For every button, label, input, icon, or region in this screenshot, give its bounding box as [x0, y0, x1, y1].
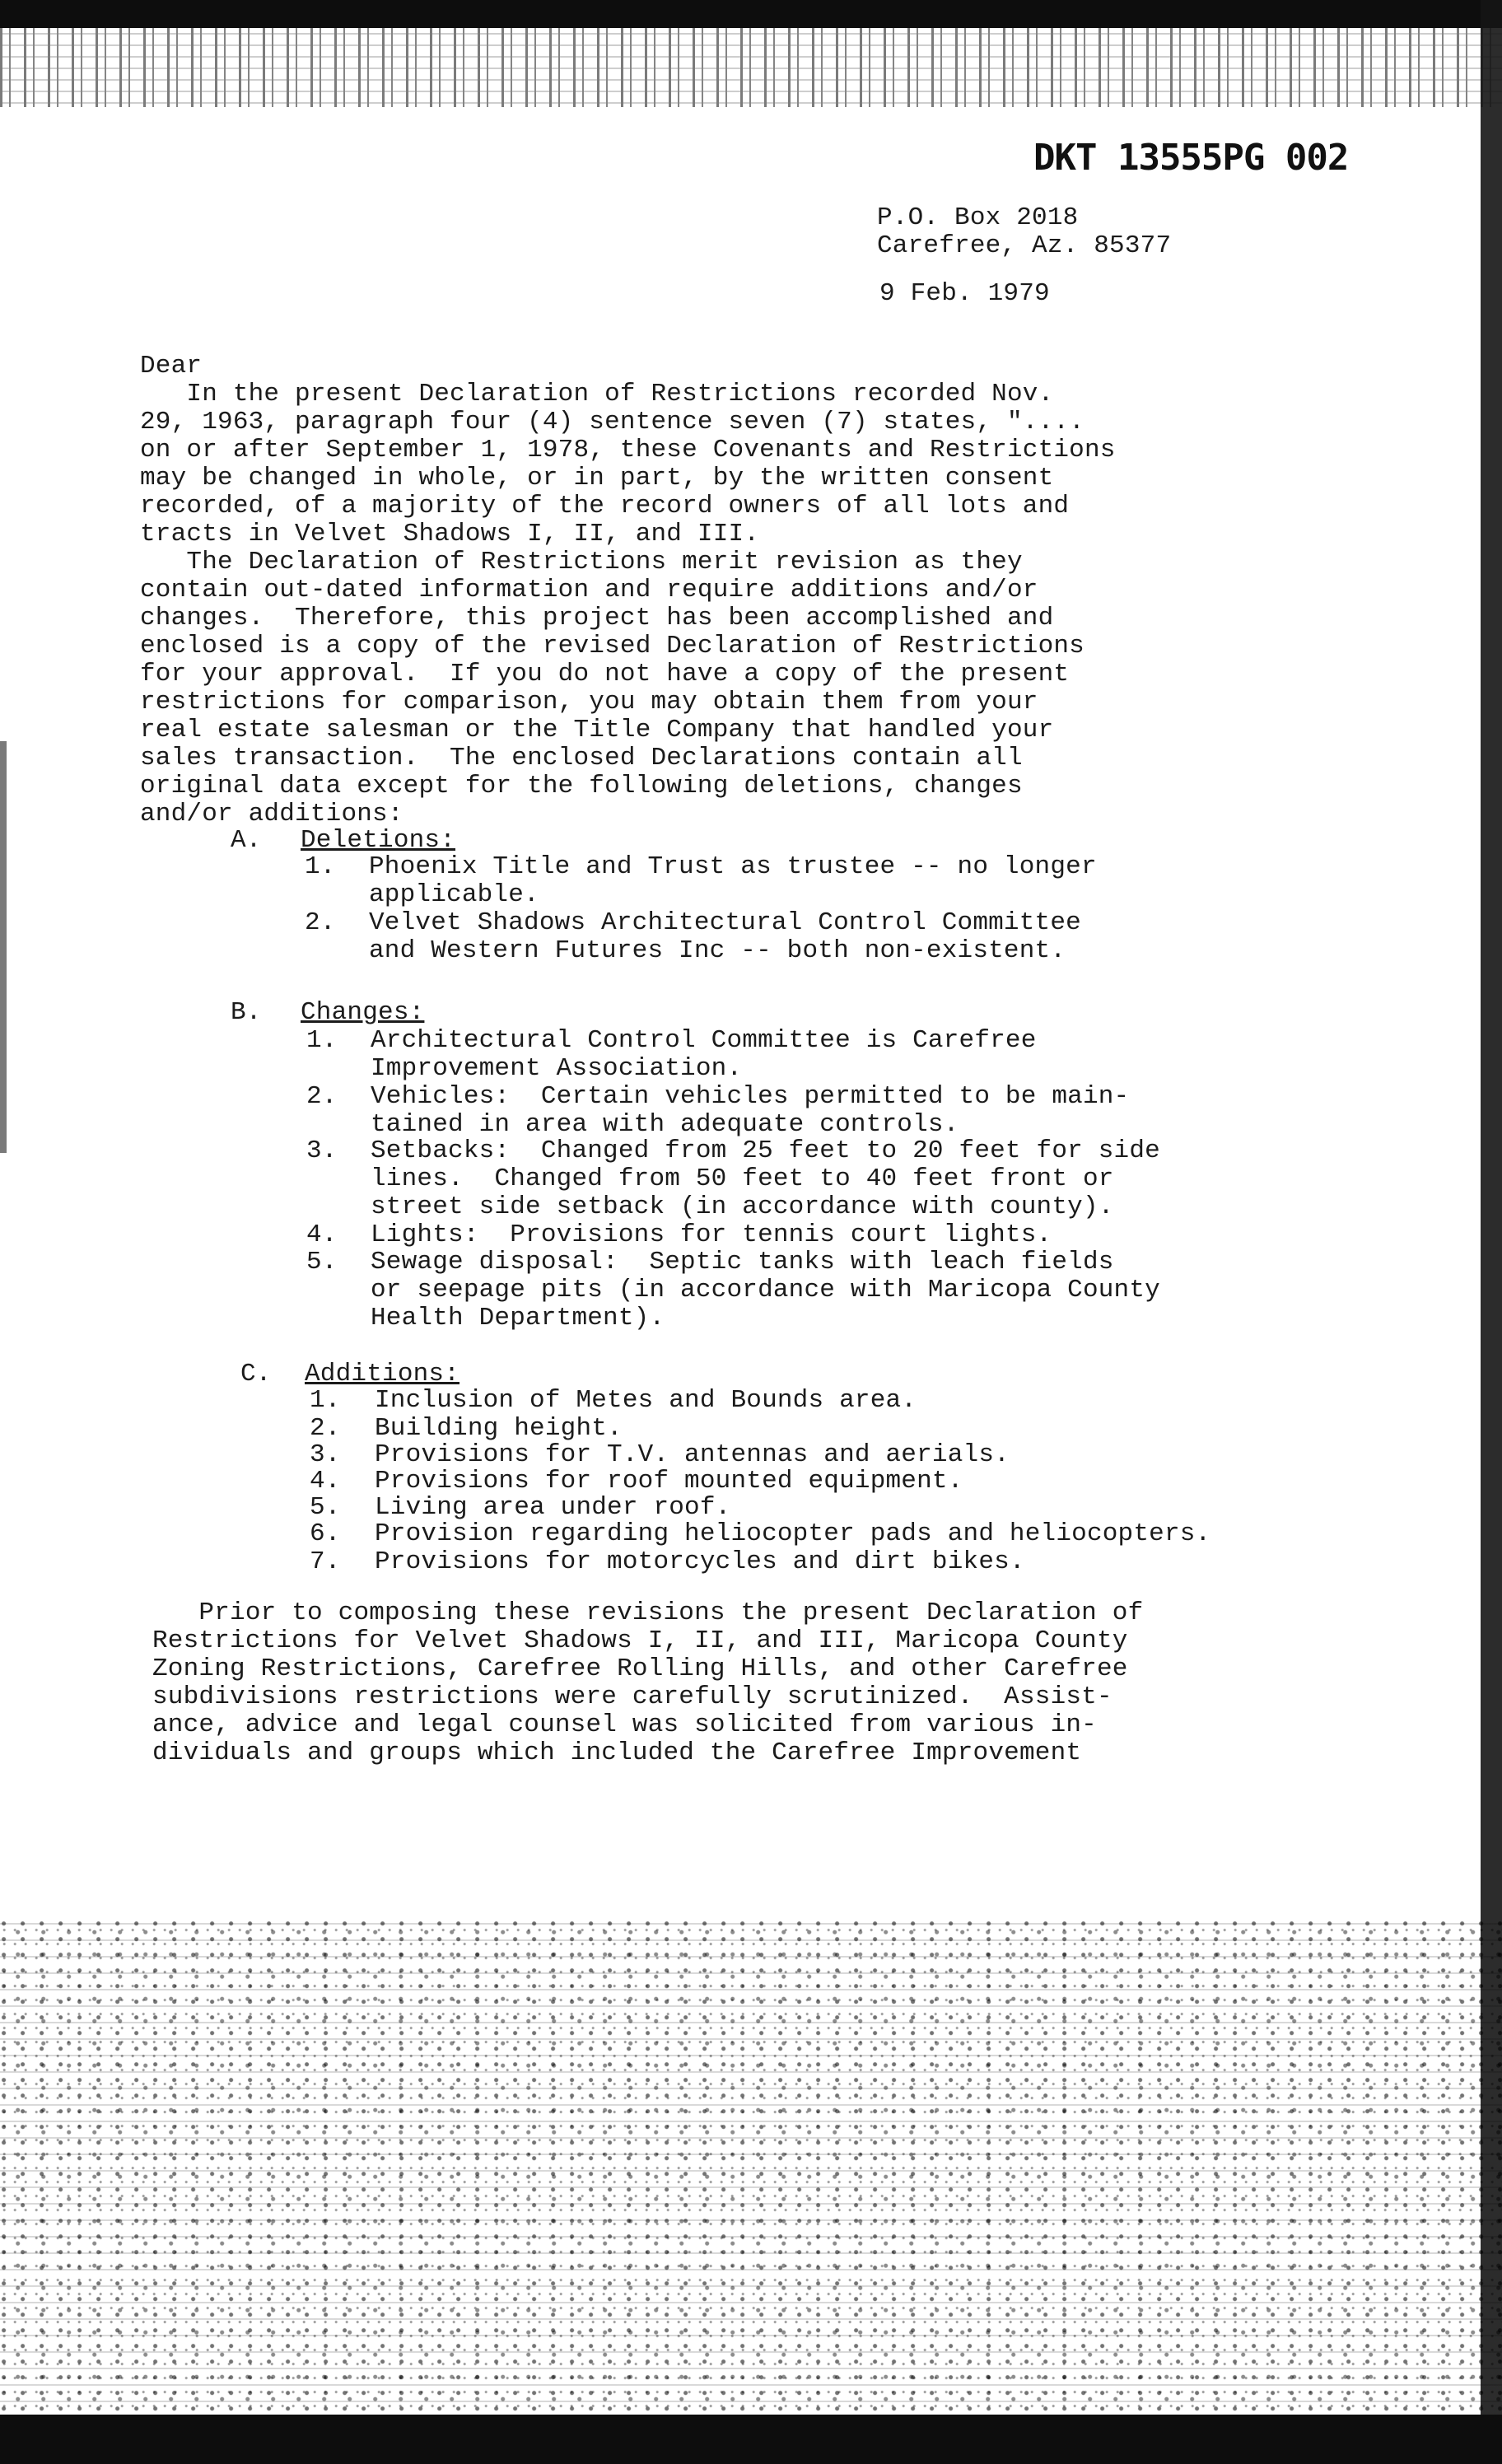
- body-text-line: subdivisions restrictions were carefully scrutinized. Assist-: [152, 1682, 1113, 1711]
- list-item-number: 7.: [310, 1547, 341, 1576]
- salutation: Dear: [140, 352, 203, 380]
- list-item-number: 1.: [306, 1026, 338, 1055]
- list-item-number: 3.: [310, 1440, 341, 1469]
- section-heading: Changes:: [301, 998, 425, 1027]
- list-item-number: 4.: [306, 1220, 338, 1249]
- list-item-text: street side setback (in accordance with county).: [371, 1192, 1114, 1221]
- scan-noise-bottom: [0, 1919, 1502, 2417]
- list-item-text: Provisions for T.V. antennas and aerials.: [375, 1440, 1010, 1469]
- body-text-line: 29, 1963, paragraph four (4) sentence seven (7) states, "....: [140, 408, 1085, 436]
- body-text-line: Zoning Restrictions, Carefree Rolling Hills, and other Carefree: [152, 1654, 1128, 1683]
- list-item-number: 6.: [310, 1519, 341, 1548]
- body-text-line: on or after September 1, 1978, these Covenants and Restrictions: [140, 436, 1116, 464]
- body-text-line: changes. Therefore, this project has been accomplished and: [140, 604, 1054, 632]
- list-item-text: and Western Futures Inc -- both non-existent.: [369, 936, 1066, 965]
- list-item-text: lines. Changed from 50 feet to 40 feet front or: [371, 1164, 1114, 1193]
- list-item-text: tained in area with adequate controls.: [371, 1110, 959, 1139]
- section-marker: B.: [231, 998, 262, 1027]
- list-item-text: Building height.: [375, 1414, 623, 1443]
- list-item-number: 2.: [310, 1414, 341, 1443]
- body-text-line: recorded, of a majority of the record owners of all lots and: [140, 492, 1070, 520]
- section-marker: C.: [240, 1360, 272, 1388]
- body-text-line: for your approval. If you do not have a copy of the present: [140, 660, 1070, 688]
- body-text-line: dividuals and groups which included the Carefree Improvement: [152, 1738, 1082, 1767]
- section-marker: A.: [231, 826, 262, 855]
- body-text-line: may be changed in whole, or in part, by the written consent: [140, 464, 1054, 492]
- list-item-text: Sewage disposal: Septic tanks with leach fields: [371, 1248, 1114, 1276]
- list-item-text: Provisions for roof mounted equipment.: [375, 1467, 963, 1496]
- body-text-line: original data except for the following deletions, changes: [140, 772, 1023, 800]
- body-text-line: tracts in Velvet Shadows I, II, and III.: [140, 520, 760, 548]
- list-item-text: Velvet Shadows Architectural Control Committee: [369, 908, 1081, 937]
- body-text-line: ance, advice and legal counsel was solicited from various in-: [152, 1710, 1097, 1739]
- body-text-line: real estate salesman or the Title Company that handled your: [140, 716, 1054, 744]
- list-item-text: Setbacks: Changed from 25 feet to 20 feet for side: [371, 1136, 1160, 1165]
- scan-border-left: [0, 741, 7, 1153]
- record-stamp: DKT 13555PG 002: [1033, 137, 1349, 179]
- body-text-line: sales transaction. The enclosed Declarations contain all: [140, 744, 1023, 772]
- body-text-line: and/or additions:: [140, 800, 403, 828]
- list-item-text: Vehicles: Certain vehicles permitted to be main-: [371, 1082, 1130, 1111]
- list-item-number: 2.: [306, 1082, 338, 1111]
- list-item-text: Lights: Provisions for tennis court lights.: [371, 1220, 1052, 1249]
- section-heading: Deletions:: [301, 826, 456, 855]
- scan-border-bottom: [0, 2415, 1502, 2464]
- list-item-text: Phoenix Title and Trust as trustee -- no longer: [369, 852, 1097, 881]
- body-text-line: contain out-dated information and require additions and/or: [140, 576, 1038, 604]
- list-item-number: 3.: [306, 1136, 338, 1165]
- list-item-text: Improvement Association.: [371, 1054, 743, 1083]
- letter-date: 9 Feb. 1979: [879, 279, 1050, 308]
- body-text-line: enclosed is a copy of the revised Declaration of Restrictions: [140, 632, 1085, 660]
- list-item-number: 1.: [305, 852, 336, 881]
- list-item-number: 1.: [310, 1386, 341, 1415]
- list-item-text: Inclusion of Metes and Bounds area.: [375, 1386, 917, 1415]
- scan-border-top: [0, 0, 1502, 28]
- list-item-text: Provisions for motorcycles and dirt bikes.: [375, 1547, 1025, 1576]
- body-text-line: Restrictions for Velvet Shadows I, II, and III, Maricopa County: [152, 1626, 1128, 1655]
- body-text-line: In the present Declaration of Restrictions recorded Nov.: [140, 380, 1054, 408]
- list-item-text: applicable.: [369, 880, 539, 909]
- return-address-line-1: P.O. Box 2018: [877, 203, 1079, 232]
- section-heading: Additions:: [305, 1360, 460, 1388]
- list-item-text: or seepage pits (in accordance with Maricopa County: [371, 1276, 1160, 1304]
- list-item-number: 5.: [310, 1493, 341, 1522]
- body-text-line: Prior to composing these revisions the present Declaration of: [152, 1598, 1144, 1627]
- list-item-text: Architectural Control Committee is Carefree: [371, 1026, 1037, 1055]
- list-item-number: 5.: [306, 1248, 338, 1276]
- list-item-text: Provision regarding heliocopter pads and heliocopters.: [375, 1519, 1211, 1548]
- list-item-number: 4.: [310, 1467, 341, 1496]
- list-item-text: Health Department).: [371, 1304, 665, 1332]
- body-text-line: restrictions for comparison, you may obtain them from your: [140, 688, 1038, 716]
- body-text-line: The Declaration of Restrictions merit revision as they: [140, 548, 1023, 576]
- list-item-number: 2.: [305, 908, 336, 937]
- list-item-text: Living area under roof.: [375, 1493, 731, 1522]
- return-address-line-2: Carefree, Az. 85377: [877, 231, 1172, 260]
